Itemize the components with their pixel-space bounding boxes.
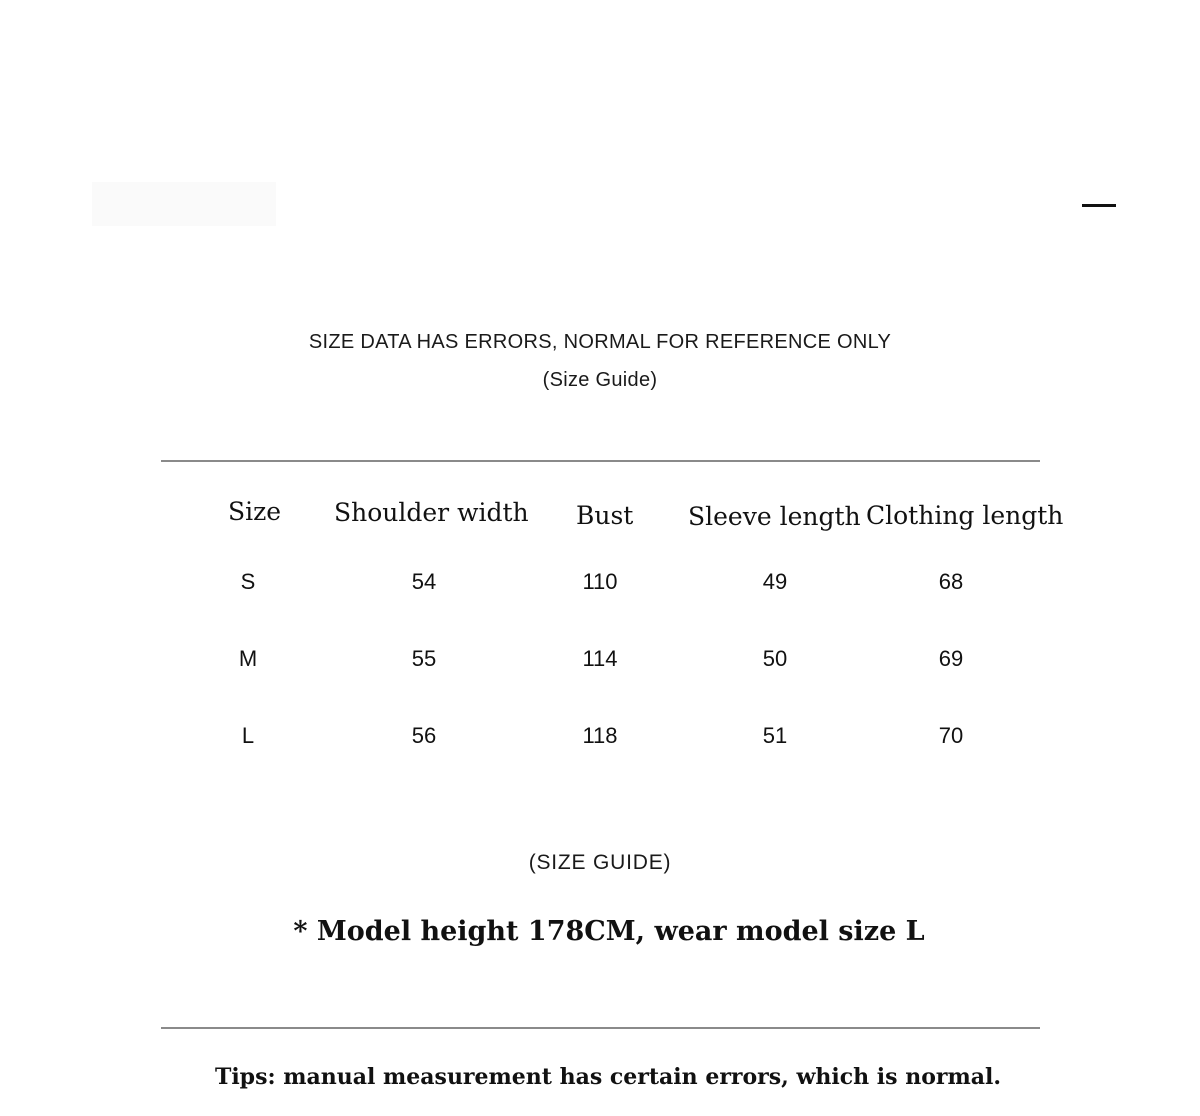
cell-clothing-length: 69 [938,646,964,671]
header-sleeve-length: Sleeve length [688,502,861,531]
cell-shoulder-width: 55 [411,646,437,671]
header-clothing-length: Clothing length [866,501,1064,530]
cell-bust: 118 [582,723,618,748]
cell-sleeve-length: 49 [762,569,788,594]
faded-label-box [92,182,276,226]
header-shoulder-width: Shoulder width [334,498,529,527]
cell-sleeve-length: 50 [762,646,788,671]
header-size: Size [228,497,282,526]
cell-bust: 110 [582,569,618,594]
cell-sleeve-length: 51 [762,723,788,748]
size-guide-label: (SIZE GUIDE) [528,851,672,874]
cell-size: S [240,569,256,594]
size-data-notice: SIZE DATA HAS ERRORS, NORMAL FOR REFERENCE ONLY [308,331,892,353]
cell-clothing-length: 70 [938,723,964,748]
cell-shoulder-width: 54 [411,569,437,594]
measurement-tips: Tips: manual measurement has certain errors, which is normal. [214,1064,1002,1090]
cell-size: L [241,723,255,748]
cell-clothing-length: 68 [938,569,964,594]
top-divider [161,460,1040,462]
header-bust: Bust [576,501,634,530]
size-guide-subtitle: (Size Guide) [542,369,658,391]
cell-bust: 114 [582,646,618,671]
cell-size: M [238,646,258,671]
dash-mark [1082,204,1116,207]
bottom-divider [161,1027,1040,1029]
cell-shoulder-width: 56 [411,723,437,748]
model-height-note: * Model height 178CM, wear model size L [293,916,925,947]
